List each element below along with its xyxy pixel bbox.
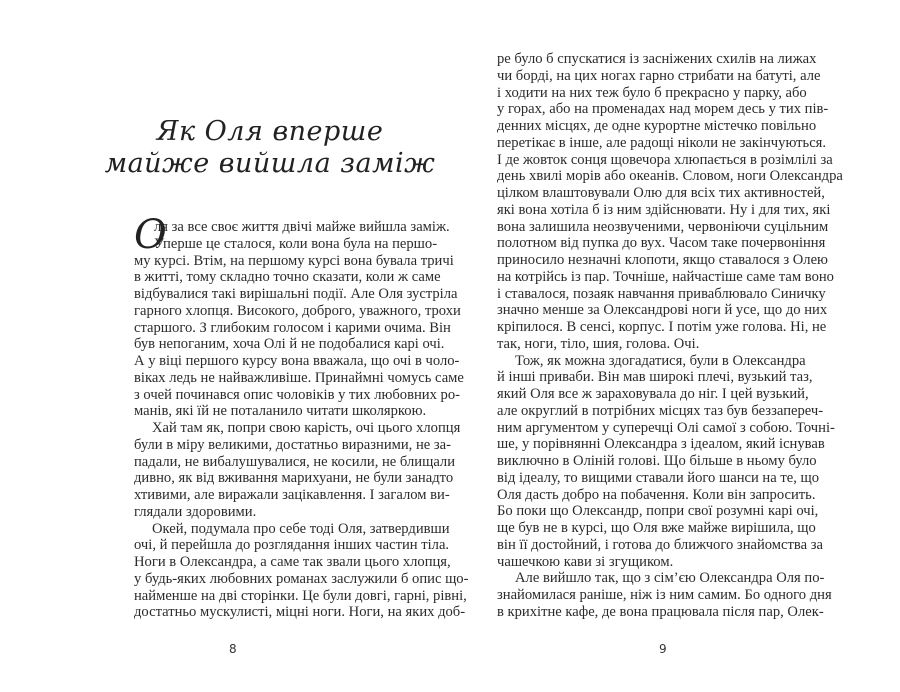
text-line: були в міру великими, достатньо виразними, не за- — [134, 436, 452, 453]
text-line: знайомилася раніше, ніж із ним самим. Бо одного дня — [497, 587, 832, 603]
text-line: на котрійсь із пар. Точніше, найчастіше саме там воно — [497, 268, 834, 285]
paragraph — [134, 520, 469, 622]
text-line: у горах, або на променадах над морем десь у тих пів- — [497, 101, 829, 118]
text-line: Хай там як, попри свою карість, очі цього хлопця — [152, 420, 461, 436]
text-line: значно менше за Олександрові ноги й усе, що до них — [497, 302, 828, 319]
paragraph — [497, 352, 835, 571]
text-line: від ідеалу, то вищими ставали його шанси на те, що — [497, 469, 820, 486]
paragraph — [497, 51, 843, 353]
text-line: А у віці першого курсу вона вважала, що очі в чоло- — [134, 353, 460, 369]
text-line: приносило незначні клопоти, якщо ставалося з Олею — [497, 252, 828, 268]
text-line: полотном від пупка до вух. Часом таке почервоніння — [497, 235, 826, 252]
text-line: з очей починався опис чоловіків у тих любовних ро- — [134, 386, 461, 403]
text-line: хтивими, але виражали зацікавлення. І загалом ви- — [134, 487, 450, 503]
text-line: манів, які їй не поталанило читати школяркою. — [134, 403, 427, 420]
text-line: Уперше це сталося, коли вона була на першо- — [154, 235, 438, 252]
text-line: віках ледь не найважливіше. Принаймні чомусь саме — [134, 369, 464, 386]
text-line: Ноги в Олександра, а саме так звали цього хлопця, — [134, 554, 451, 570]
text-line: в житті, тому складно точно сказати, коли ж саме — [134, 269, 441, 286]
chapter-title-line-2: майже вийшла заміж — [104, 148, 436, 179]
text-line: глядали здоровими. — [134, 503, 257, 520]
text-line: му курсі. Втім, на першому курсі вона бувала тричі — [134, 252, 454, 269]
text-line: І де жовток сонця щовечора хлюпається в розімлілі за — [497, 151, 833, 168]
right-page-body — [497, 51, 843, 621]
text-line: Оля дасть добро на побачення. Коли він запросить. — [497, 486, 816, 503]
text-line: в крихітне кафе, де вона працювала після пар, Олек- — [497, 603, 824, 620]
chapter-title-line-1: Як Оля вперше — [156, 116, 384, 147]
text-line: і ходити на них теж було б прекрасно у парку, або — [497, 84, 807, 101]
text-line: і ставалося, позаяк навчання приваблювало Синичку — [497, 285, 826, 302]
text-line: дивно, як від вживання марихуани, не були занадто — [134, 470, 454, 487]
text-line: Тож, як можна здогадатися, були в Олександра — [515, 352, 806, 369]
text-line: Окей, подумала про себе тоді Оля, затвердивши — [152, 520, 450, 537]
text-line: денних місцях, де одне курортне містечко повільно — [497, 118, 817, 134]
text-line: ше, у порівнянні Олександра з ідеалом, який існував — [497, 436, 825, 453]
page-number-left: 8 — [229, 642, 237, 656]
text-line: падали, не вибалушувалися, не косили, не блищали — [134, 453, 456, 470]
text-line: цілком влаштовували Олю для всіх тих активностей, — [497, 185, 825, 201]
page-number-right: 9 — [659, 642, 667, 656]
text-line: Бо поки що Олександр, попри свої розумні карі очі, — [497, 503, 819, 520]
text-line: Але вийшло так, що з сім’єю Олександра Оля по- — [515, 570, 825, 587]
paragraph — [134, 420, 461, 521]
text-line: який Оля все ж зараховувала до ніг. І цей вузький, — [497, 386, 809, 402]
text-line: ля за все своє життя двічі майже вийшла заміж. — [154, 219, 450, 235]
text-line: гарного хлопця. Високого, доброго, уважного, трохи — [134, 302, 461, 319]
text-line: чашечкою кави зі згущиком. — [497, 553, 674, 570]
text-line: найменше на дві сторінки. Це були довгі, гарні, рівні, — [134, 587, 467, 604]
text-line: він її достойний, і готова до ближчого знайомства за — [497, 536, 823, 553]
text-line: старшого. З глибоким голосом і карими очима. Він — [134, 319, 451, 336]
text-line: день хвилі морів або океанів. Словом, ноги Олександра — [497, 168, 843, 185]
text-line: був непоганим, хоча Олі й не подобалися карі очі. — [134, 336, 445, 353]
text-line: ще був не в курсі, що Оля вже майже вирішила, що — [497, 520, 816, 536]
text-line: кріпилося. В сенсі, корпус. І потім уже голова. Ні, не — [497, 319, 827, 335]
text-line: очі, й перейшла до розглядання інших частин тіла. — [134, 537, 450, 554]
paragraph — [134, 219, 464, 420]
text-line: які вона хотіла б із ним здійснювати. Ну і для тих, які — [497, 201, 831, 218]
drop-cap: О — [134, 212, 167, 258]
text-line: вона залишила неозвученими, червоніючи суцільним — [497, 218, 829, 235]
left-page-body — [134, 212, 469, 621]
text-line: відбувалися такі вирішальні події. Але Оля зустріла — [134, 286, 458, 302]
paragraph — [497, 570, 832, 620]
text-line: у будь-яких любовних романах заслужили б опис що- — [134, 570, 469, 587]
text-line: перетікає в інше, але радощі ніколи не закінчуються. — [497, 134, 827, 151]
text-line: чи борді, на цих ногах гарно стрибати на батуті, але — [497, 67, 821, 84]
text-line: так, ноги, тіло, шия, голова. Очі. — [497, 335, 700, 352]
text-line: ре було б спускатися із засніжених схилів на лижах — [497, 51, 817, 67]
text-line: але округлий в потрібних місцях таз був беззапереч- — [497, 402, 824, 419]
text-line: й інші приваби. Він мав широкі плечі, вузький таз, — [497, 369, 813, 386]
text-line: ним аргументом у суперечці Олі самої з собою. Точні- — [497, 419, 835, 436]
text-line: достатньо мускулисті, міцні ноги. Ноги, на яких доб- — [134, 604, 466, 621]
text-line: виключно в Оліній голові. Що більше в ньому було — [497, 453, 817, 469]
right-page — [450, 0, 900, 692]
